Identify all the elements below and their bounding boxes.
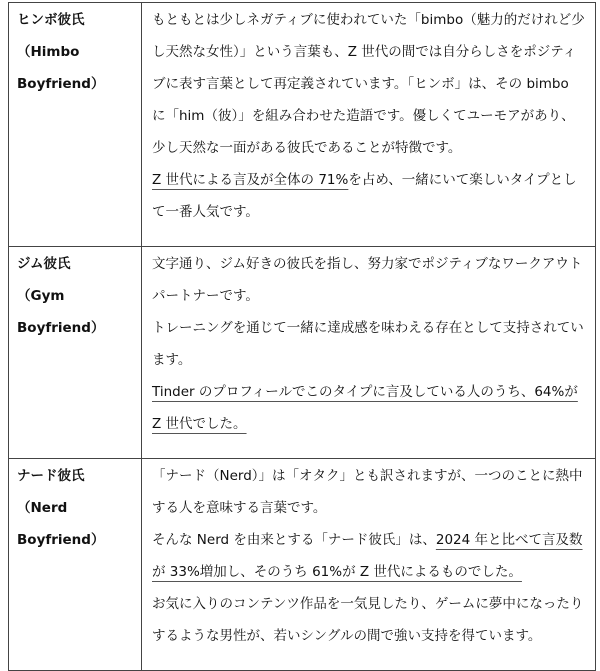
description-text: を占め、一緒にいて楽しいタイプとして一番人気です。 [152, 172, 577, 220]
description-text: そんな Nerd を由来とする「ナード彼氏」は、 [152, 532, 436, 548]
type-label-line: Boyfriend） [17, 532, 105, 548]
type-label-line: Boyfriend） [17, 320, 105, 336]
description-text: 文字通り、ジム好きの彼氏を指し、努力家でポジティブなワークアウトパートナーです。 [152, 256, 583, 304]
description-paragraph [152, 524, 585, 588]
type-label-line: ジム彼氏 [17, 256, 71, 272]
type-label-line: （Himbo [17, 44, 80, 60]
boyfriend-types-table [8, 2, 596, 671]
type-label-cell [9, 3, 142, 247]
description-paragraph [152, 588, 585, 652]
table-row [9, 247, 596, 459]
description-paragraph [152, 460, 585, 524]
description-text: もともとは少しネガティブに使われていた「bimbo（魅力的だけれど少し天然な女性）」という言葉も、Z 世代の間では自分らしさをポジティブに表す言葉として再定義されています。「ヒンボ」は、その bimbo に「him（彼）」を組み合わせた造語です。優しくてユーモアがあり、少し天然な一面がある彼氏であることが特徴です。 [152, 12, 585, 156]
description-cell [142, 459, 596, 671]
description-paragraph [152, 376, 585, 440]
type-label-cell [9, 459, 142, 671]
highlighted-statistic: 2024 年と比べて言及数が 33%増加し、そのうち 61%が Z 世代によるものでした。 [152, 532, 583, 580]
description-cell [142, 247, 596, 459]
description-text: 「ナード（Nerd）」は「オタク」とも訳されますが、一つのことに熱中する人を意味する言葉です。 [152, 468, 583, 516]
type-label-line: Boyfriend） [17, 76, 105, 92]
description-cell [142, 3, 596, 247]
table-row [9, 459, 596, 671]
table-row [9, 3, 596, 247]
description-text: トレーニングを通じて一緒に達成感を味わえる存在として支持されています。 [152, 320, 584, 368]
description-paragraph [152, 164, 585, 228]
description-text: お気に入りのコンテンツ作品を一気見したり、ゲームに夢中になったりするような男性が、若いシングルの間で強い支持を得ています。 [152, 596, 584, 644]
description-paragraph [152, 312, 585, 376]
type-label-line: ヒンボ彼氏 [17, 12, 85, 28]
type-label-line: （Nerd [17, 500, 68, 516]
highlighted-statistic: Z 世代による言及が全体の 71% [152, 172, 349, 188]
description-paragraph [152, 4, 585, 164]
type-label-line: ナード彼氏 [17, 468, 85, 484]
type-label-cell [9, 247, 142, 459]
highlighted-statistic: Tinder のプロフィールでこのタイプに言及している人のうち、64%が Z 世代でした。 [152, 384, 578, 432]
type-label-line: （Gym [17, 288, 65, 304]
description-paragraph [152, 248, 585, 312]
